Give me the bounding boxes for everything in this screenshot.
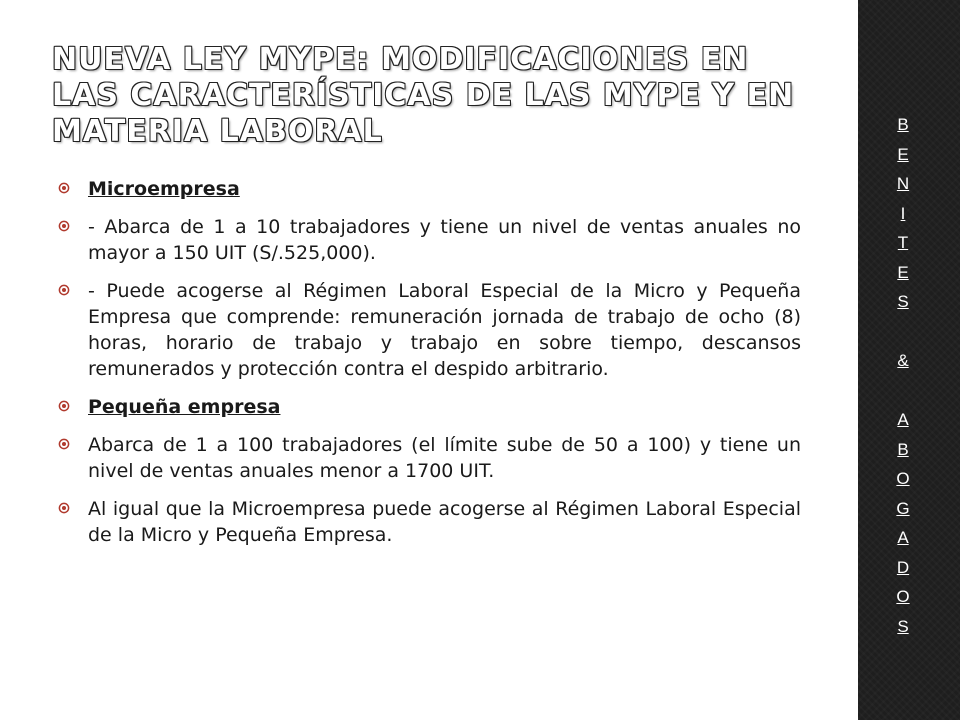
- list-item-text: Microempresa: [88, 178, 240, 200]
- list-item-text: - Abarca de 1 a 10 trabajadores y tiene un nivel de ventas anuales no mayor a 150 UIT (S/.525,000).: [88, 216, 801, 264]
- circle-dot-icon: [58, 502, 70, 514]
- slide-title: NUEVA LEY MYPE: MODIFICACIONES EN LAS CARACTERÍSTICAS DE LAS MYPE Y EN MATERIA LABORAL: [52, 42, 795, 149]
- list-item: [58, 432, 801, 484]
- sidebar-letter: G: [896, 498, 910, 518]
- sidebar-letter: B: [897, 439, 909, 459]
- sidebar-letter: E: [897, 262, 909, 282]
- circle-dot-icon: [58, 284, 70, 296]
- sidebar-letter: D: [896, 557, 910, 577]
- list-item: [58, 278, 801, 382]
- circle-dot-icon: [58, 182, 70, 194]
- sidebar-letter: I: [900, 203, 906, 223]
- circle-dot-icon: [58, 438, 70, 450]
- list-item-text: Pequeña empresa: [88, 396, 281, 418]
- sidebar-panel: [858, 0, 960, 720]
- bullet-list: [58, 176, 801, 560]
- list-item-text: Al igual que la Microempresa puede acogerse al Régimen Laboral Especial de la Micro y Pequeña Empresa.: [88, 498, 801, 546]
- sidebar-letter: S: [897, 292, 909, 311]
- sidebar-letter: B: [897, 115, 909, 134]
- sidebar-letter: &: [897, 351, 909, 370]
- sidebar-letter: A: [897, 410, 909, 429]
- list-item-text: - Puede acogerse al Régimen Laboral Especial de la Micro y Pequeña Empresa que comprende: remuneración jornada de trabajo de ocho (8) horas, horario de trabajo y trabajo en sobre tiempo, descansos remunerados y protección contra el despido arbitrario.: [88, 280, 801, 380]
- sidebar-letter: E: [897, 144, 909, 164]
- circle-dot-icon: [58, 400, 70, 412]
- list-item-heading: [58, 176, 801, 202]
- circle-dot-icon: [58, 220, 70, 232]
- sidebar-letter: S: [897, 616, 909, 636]
- list-item-heading: [58, 394, 801, 420]
- list-item: [58, 214, 801, 266]
- sidebar-letter: O: [896, 587, 910, 606]
- sidebar-letter: A: [897, 528, 909, 547]
- sidebar-letter: N: [896, 174, 910, 193]
- sidebar-letter: O: [896, 469, 910, 488]
- list-item: [58, 496, 801, 548]
- sidebar-vertical-text: [858, 110, 948, 641]
- sidebar-letter: T: [897, 233, 909, 252]
- list-item-text: Abarca de 1 a 100 trabajadores (el límite sube de 50 a 100) y tiene un nivel de ventas anuales menor a 1700 UIT.: [88, 434, 801, 482]
